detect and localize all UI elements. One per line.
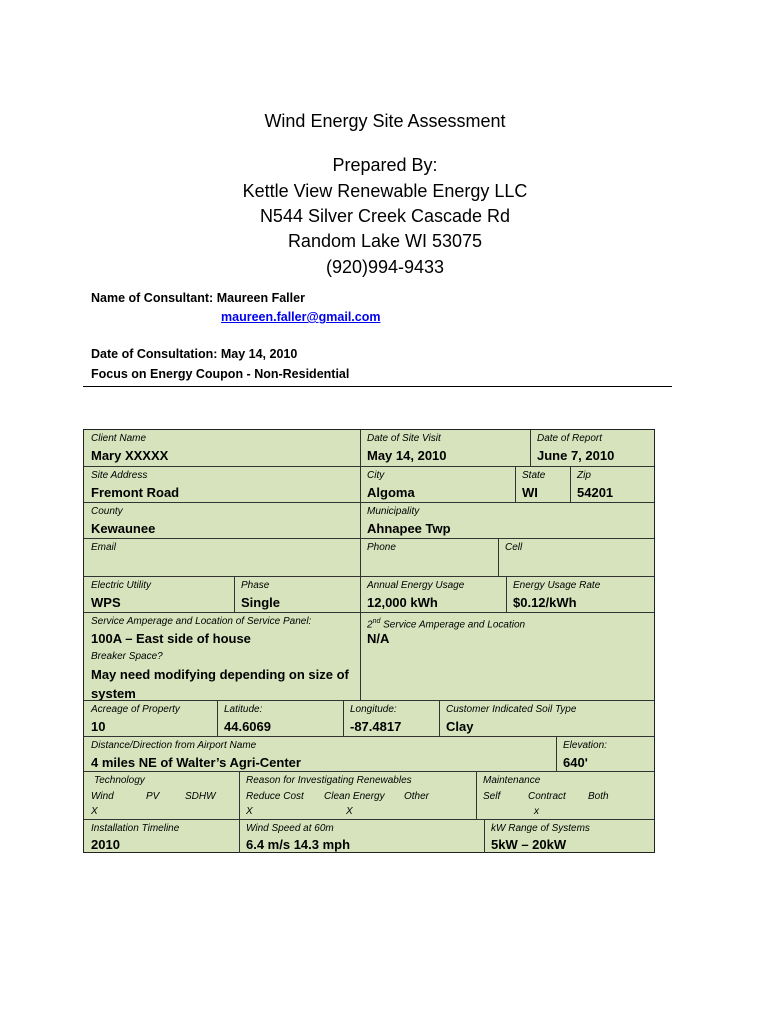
- electric-utility-label: Electric Utility: [91, 580, 152, 591]
- cell-phone-label: Cell: [505, 542, 523, 553]
- technology-wind-mark: X: [91, 806, 98, 817]
- kw-range-value: 5kW – 20kW: [491, 837, 567, 852]
- county-label: County: [91, 506, 123, 517]
- second-service-label: 2nd Service Amperage and Location: [367, 618, 526, 631]
- municipality-cell: [360, 502, 654, 538]
- latitude-value: 44.6069: [224, 719, 271, 734]
- install-timeline-value: 2010: [91, 837, 120, 852]
- site-assessment-form: [83, 429, 655, 853]
- state-cell: [515, 466, 570, 502]
- electric-utility-cell: [84, 576, 234, 612]
- reason-reduce-cost-mark: X: [246, 806, 253, 817]
- zip-label: Zip: [577, 470, 591, 481]
- reason-cell: [239, 771, 476, 819]
- longitude-cell: [343, 700, 439, 736]
- consultant-email-link[interactable]: maureen.faller@gmail.com: [221, 310, 381, 324]
- consultant-name: Maureen Faller: [216, 291, 305, 305]
- maintenance-option-both: Both: [588, 791, 609, 802]
- client-name-value: Mary XXXXX: [91, 448, 169, 463]
- site-visit-date-value: May 14, 2010: [367, 448, 447, 463]
- kw-range-label: kW Range of Systems: [491, 823, 590, 834]
- email-label: Email: [91, 542, 117, 553]
- soil-type-value: Clay: [446, 719, 474, 734]
- second-service-cell: [360, 612, 654, 700]
- latitude-label: Latitude:: [224, 704, 263, 715]
- usage-rate-label: Energy Usage Rate: [513, 580, 601, 591]
- reason-option-other: Other: [404, 791, 430, 802]
- longitude-value: -87.4817: [350, 719, 402, 734]
- maintenance-cell: [476, 771, 654, 819]
- phase-cell: [234, 576, 360, 612]
- company-phone: (920)994-9433: [325, 257, 445, 277]
- usage-rate-cell: [506, 576, 654, 612]
- elevation-cell: [556, 736, 654, 771]
- city-value: Algoma: [367, 485, 415, 500]
- report-date-label: Date of Report: [537, 433, 603, 444]
- county-cell: [84, 502, 360, 538]
- company-name: Kettle View Renewable Energy LLC: [242, 181, 528, 201]
- reason-option-clean-energy: Clean Energy: [324, 791, 385, 802]
- reason-option-reduce-cost: Reduce Cost: [246, 791, 304, 802]
- usage-rate-value: $0.12/kWh: [513, 595, 577, 610]
- airport-distance-label: Distance/Direction from Airport Name: [91, 740, 257, 751]
- city-cell: [360, 466, 515, 502]
- city-label: City: [367, 470, 385, 481]
- cell-phone-cell: [498, 538, 654, 576]
- consultation-date: Date of Consultation: May 14, 2010: [91, 347, 298, 361]
- acreage-value: 10: [91, 719, 106, 734]
- header-divider: [83, 386, 672, 387]
- wind-speed-cell: [239, 819, 484, 853]
- state-value: WI: [522, 485, 538, 500]
- maintenance-option-contract: Contract: [528, 791, 566, 802]
- technology-label: Technology: [94, 775, 145, 786]
- kw-range-cell: [484, 819, 654, 853]
- elevation-value: 640ʹ: [563, 755, 588, 770]
- consultant-line: [91, 289, 305, 307]
- company-address-line2: Random Lake WI 53075: [287, 231, 483, 251]
- technology-option-pv: PV: [146, 791, 160, 802]
- reason-clean-energy-mark: X: [346, 806, 353, 817]
- phase-value: Single: [241, 595, 281, 610]
- zip-value: 54201: [577, 485, 614, 500]
- soil-type-cell: [439, 700, 654, 736]
- annual-usage-value: 12,000 kWh: [367, 595, 438, 610]
- municipality-label: Municipality: [367, 506, 420, 517]
- report-date-cell: [530, 430, 654, 466]
- site-visit-date-label: Date of Site Visit: [367, 433, 441, 444]
- reason-label: Reason for Investigating Renewables: [246, 775, 412, 786]
- phone-label: Phone: [367, 542, 396, 553]
- document-title: Wind Energy Site Assessment: [264, 111, 506, 131]
- site-address-label: Site Address: [91, 470, 148, 481]
- airport-distance-cell: [84, 736, 556, 771]
- elevation-label: Elevation:: [563, 740, 607, 751]
- technology-option-wind: Wind: [91, 791, 114, 802]
- latitude-cell: [217, 700, 343, 736]
- phone-cell: [360, 538, 498, 576]
- maintenance-contract-mark: x: [534, 806, 539, 817]
- wind-speed-label: Wind Speed at 60m: [246, 823, 334, 834]
- service-amperage-label: Service Amperage and Location of Service Panel:: [91, 616, 312, 627]
- electric-utility-value: WPS: [91, 595, 121, 610]
- second-service-value: N/A: [367, 631, 390, 646]
- site-address-cell: [84, 466, 360, 502]
- site-visit-date-cell: [360, 430, 530, 466]
- annual-usage-cell: [360, 576, 506, 612]
- state-label: State: [522, 470, 546, 481]
- maintenance-label: Maintenance: [483, 775, 541, 786]
- consultant-label: Name of Consultant:: [91, 291, 214, 305]
- breaker-space-label: Breaker Space?: [91, 651, 163, 662]
- company-address-line1: N544 Silver Creek Cascade Rd: [259, 206, 511, 226]
- install-timeline-cell: [84, 819, 239, 853]
- phase-label: Phase: [241, 580, 270, 591]
- zip-cell: [570, 466, 654, 502]
- municipality-value: Ahnapee Twp: [367, 521, 451, 536]
- site-address-value: Fremont Road: [91, 485, 180, 500]
- report-date-value: June 7, 2010: [537, 448, 615, 463]
- soil-type-label: Customer Indicated Soil Type: [446, 704, 577, 715]
- longitude-label: Longitude:: [350, 704, 397, 715]
- client-name-cell: [84, 430, 360, 466]
- client-name-label: Client Name: [91, 433, 147, 444]
- acreage-label: Acreage of Property: [91, 704, 180, 715]
- wind-speed-value: 6.4 m/s 14.3 mph: [246, 837, 351, 852]
- breaker-space-value: May need modifying depending on size of system: [91, 667, 349, 701]
- prepared-by-label: Prepared By:: [332, 155, 438, 175]
- install-timeline-label: Installation Timeline: [91, 823, 180, 834]
- maintenance-option-self: Self: [483, 791, 501, 802]
- technology-cell: [84, 771, 239, 819]
- technology-option-sdhw: SDHW: [185, 791, 216, 802]
- annual-usage-label: Annual Energy Usage: [367, 580, 465, 591]
- program-name: Focus on Energy Coupon - Non-Residential: [91, 367, 350, 381]
- email-cell: [84, 538, 360, 576]
- county-value: Kewaunee: [91, 521, 156, 536]
- acreage-cell: [84, 700, 217, 736]
- service-amperage-cell: [84, 612, 360, 700]
- airport-distance-value: 4 miles NE of Walter’s Agri-Center: [91, 755, 301, 770]
- service-amperage-value: 100A – East side of house: [91, 631, 251, 646]
